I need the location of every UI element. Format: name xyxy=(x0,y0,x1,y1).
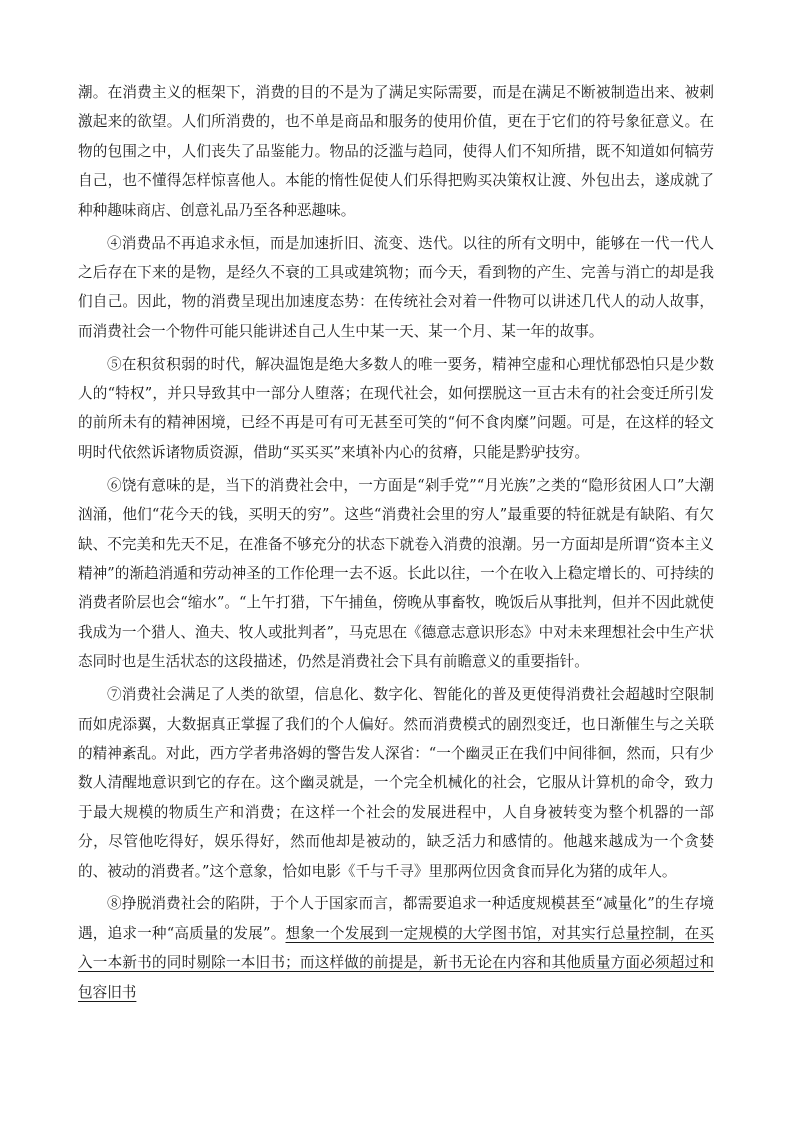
paragraph-6: ⑥饶有意味的是，当下的消费社会中，一方面是“剁手党”“月光族”之类的“隐形贫困人口”大潮汹涌，他们“花今天的钱，买明天的穷”。这些“消费社会里的穷人”最重要的特征就是有缺陷、有欠缺、不完美和先天不足，在准备不够充分的状态下就卷入消费的浪潮。另一方面却是所谓“资本主义精神”的渐趋消遁和劳动神圣的工作伦理一去不返。长此以往，一个在收入上稳定增长的、可持续的消费者阶层也会“缩水”。“上午打猎，下午捕鱼，傍晚从事畜牧，晚饭后从事批判，但并不因此就使我成为一个猎人、渔夫、牧人或批判者”，马克思在《德意志意识形态》中对未来理想社会中生产状态同时也是生活状态的这段描述，仍然是消费社会下具有前瞻意义的重要指针。 xyxy=(78,476,714,671)
paragraph-5: ⑤在积贫积弱的时代，解决温饱是绝大多数人的唯一要务，精神空虚和心理忧郁恐怕只是少数人的“特权”，并只导致其中一部分人堕落；在现代社会，如何摆脱这一亘古未有的社会变迁所引发的前所未有的精神困境，已经不再是可有可无甚至可笑的“何不食肉糜”问题。可是，在这样的轻文明时代依然诉诸物质资源，借助“买买买”来填补内心的贫瘠，只能是黔驴技穷。 xyxy=(78,355,714,461)
paragraph-4: ④消费品不再追求永恒，而是加速折旧、流变、迭代。以往的所有文明中，能够在一代一代人之后存在下来的是物，是经久不衰的工具或建筑物；而今天，看到物的产生、完善与消亡的却是我们自己。因此，物的消费呈现出加速度态势：在传统社会对着一件物可以讲述几代人的动人故事，而消费社会一个物件可能只能讲述自己人生中某一天、某一个月、某一年的故事。 xyxy=(78,234,714,340)
paragraph-7: ⑦消费社会满足了人类的欲望，信息化、数字化、智能化的普及更使得消费社会超越时空限制而如虎添翼，大数据真正掌握了我们的个人偏好。然而消费模式的剧烈变迁，也日渐催生与之关联的精神紊乱。对此，西方学者弗洛姆的警告发人深省：“一个幽灵正在我们中间徘徊，然而，只有少数人清醒地意识到它的存在。这个幽灵就是，一个完全机械化的社会，它服从计算机的命令，致力于最大规模的物质生产和消费；在这样一个社会的发展进程中，人自身被转变为整个机器的一部分，尽管他吃得好，娱乐得好，然而他却是被动的，缺乏活力和感情的。他越来越成为一个贪婪的、被动的消费者。”这个意象，恰如电影《千与千寻》里那两位因贪食而异化为猪的成年人。 xyxy=(78,686,714,880)
paragraph-8-text: ⑧挣脱消费社会的陷阱，于个人于国家而言，都需要追求一种适度规模甚至“减量化”的生存境遇，追求一种“高质量的发展”。 xyxy=(78,895,714,942)
paragraph-8 xyxy=(78,889,714,1007)
paragraph-continuation: 潮。在消费主义的框架下，消费的目的不是为了满足实际需要，而是在满足不断被制造出来、被刺激起来的欲望。人们所消费的，也不单是商品和服务的使用价值，更在于它们的符号象征意义。在物的包围之中，人们丧失了品鉴能力。物品的泛滥与趋同，使得人们不知所措，既不知道如何犒劳自己，也不懂得怎样惊喜他人。本能的惰性促使人们乐得把购买决策权让渡、外包出去，遂成就了种种趣味商店、创意礼品乃至各种恶趣味。 xyxy=(78,84,714,219)
document-page xyxy=(78,78,714,1011)
underlined-passage: 想象一个发展到一定规模的大学图书馆，对其实行总量控制，在买入一本新书的同时剔除一本旧书；而这样做的前提是，新书无论在内容和其他质量方面必须超过和包容旧书 xyxy=(78,924,714,1001)
